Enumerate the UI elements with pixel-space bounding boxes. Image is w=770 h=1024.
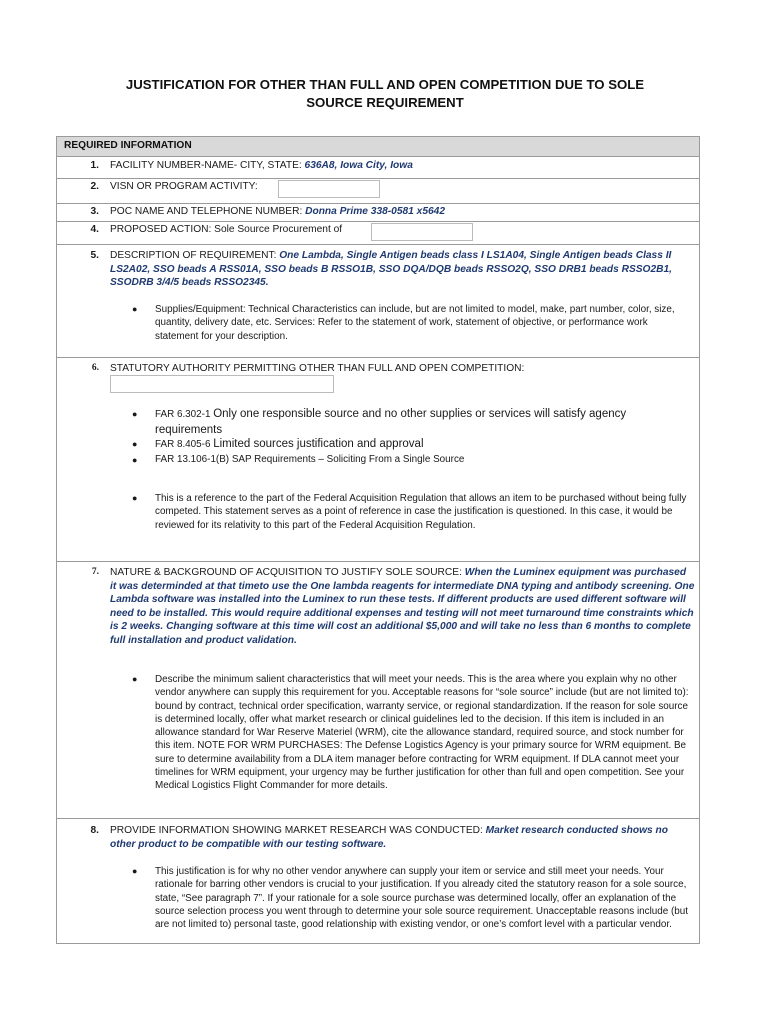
bullet-dot-icon: ● — [132, 493, 138, 503]
row-divider — [57, 818, 699, 819]
authority-code: FAR 13.106-1(B) SAP Requirements – Soliciting From a Single Source — [155, 453, 465, 465]
authority-far-13-106-1 — [132, 453, 692, 467]
nature-guidance — [132, 673, 692, 793]
visn-label: VISN OR PROGRAM ACTIVITY: — [110, 181, 258, 192]
facility-label: FACILITY NUMBER-NAME- CITY, STATE: — [110, 160, 305, 171]
authority-list — [132, 407, 692, 467]
market-research-answer: Market research conducted shows no other product to be compatible with our testing software. — [110, 825, 668, 850]
nature-label: NATURE & BACKGROUND OF ACQUISITION TO JUSTIFY SOLE SOURCE: — [110, 567, 465, 578]
item-number: 5. — [90, 250, 99, 261]
item-text — [110, 205, 695, 219]
authority-text: Limited sources justification and approval — [213, 438, 424, 450]
authority-code: FAR 8.405-6 — [155, 439, 214, 450]
row-divider — [57, 357, 699, 358]
facility-answer: 636A8, Iowa City, Iowa — [304, 160, 413, 171]
authority-code: FAR 6.302-1 — [155, 409, 214, 420]
market-research-label: PROVIDE INFORMATION SHOWING MARKET RESEARCH WAS CONDUCTED: — [110, 825, 486, 836]
title-line-2: SOURCE REQUIREMENT — [306, 95, 464, 110]
table-header — [57, 137, 699, 157]
item-number: 2. — [90, 181, 99, 192]
authority-far-6-302-1 — [132, 407, 692, 437]
list-item — [132, 673, 692, 793]
bullet-dot-icon: ● — [132, 409, 138, 419]
bullet-dot-icon: ● — [132, 304, 138, 314]
item-number: 8. — [90, 825, 99, 836]
description-guidance — [132, 303, 692, 343]
guidance-text: Describe the minimum salient characteristics that will meet your needs. This is the area where you explain why no other vendor anywhere can supply this requirement for you. Acceptable reasons for “sole source” include (but are not limited to): bound by contract, technical order specification, warranty service, or regional standardization. If the reason for sole source is determined locally, offer what market research or clinical guidelines led to the decision. If this item is included in an allowance standard for War Reserve Materiel (WRM), cite the allowance standard, required source, and stock number for this item. NOTE FOR WRM PURCHASES: The Defense Logistics Agency is your primary source for WRM equipment. Be sure to determine availability from a DLA item manager before contracting for WRM equipment. If DLA cannot meet your timelines for WRM equipment, your urgency may be further justification for other than full and open competition. See your Medical Logistics Flight Commander for more details. — [155, 674, 689, 792]
poc-answer: Donna Prime 338-0581 x5642 — [305, 206, 445, 217]
item-text — [110, 159, 695, 173]
required-information-table — [56, 136, 700, 944]
authority-text: Only one responsible source and no other supplies or services will satisfy agency requirements — [155, 408, 627, 436]
row-divider — [57, 561, 699, 562]
item-text — [110, 249, 695, 290]
list-item — [132, 865, 692, 931]
item-number: 3. — [90, 206, 99, 217]
visn-input[interactable] — [278, 180, 380, 198]
list-item — [132, 303, 692, 343]
proposed-action-input[interactable] — [371, 223, 473, 241]
row-divider — [57, 178, 699, 179]
item-text — [110, 566, 695, 647]
bullet-dot-icon: ● — [132, 439, 138, 449]
description-answer: One Lambda, Single Antigen beads class I LS1A04, Single Antigen beads Class II LS2A02, SSO beads A RSS01A, SSO beads B RSSO1B, SSO DQA/DQB beads RSSO2Q, SSO DRB1 beads RSSO2B1, SSODRB 3/4/5 beads RSSO2345. — [110, 250, 672, 288]
page-title — [60, 76, 710, 112]
guidance-text: Supplies/Equipment: Technical Characteristics can include, but are not limited to model, make, part number, color, size, quantity, delivery date, etc. Services: Refer to the statement of work, statement of objective, or performance work statement for your description. — [155, 304, 675, 342]
row-divider — [57, 244, 699, 245]
item-number: 7. — [91, 567, 99, 577]
item-number: 1. — [90, 160, 99, 171]
bullet-dot-icon: ● — [132, 454, 138, 465]
guidance-text: This justification is for why no other vendor anywhere can supply your item or service and still meet your needs. Your rationale for barring other vendors is crucial to your justification. If you already cited the statutory reason for a sole source, state, “See paragraph 7”. If your rationale for a sole source purchase was determined locally, offer an explanation of the source selection process you went through to determine your sole source requirement. Unacceptable reasons include (but are not limited to) personal taste, good relationship with existing vendor, or one’s comfort level with a particular vendor. — [155, 866, 688, 931]
item-number: 4. — [90, 224, 99, 235]
row-divider — [57, 221, 699, 222]
authority-far-8-405-6 — [132, 437, 692, 453]
proposed-action-label: PROPOSED ACTION: Sole Source Procurement of — [110, 224, 343, 235]
bullet-dot-icon: ● — [132, 674, 138, 684]
list-item — [132, 492, 692, 532]
guidance-text: This is a reference to the part of the Federal Acquisition Regulation that allows an item to be purchased without being fully competed. This statement serves as a point of reference in case the justification is questioned. In this case, it would be reviewed for its relativity to this part of the Federal Acquisition Regulation. — [155, 493, 687, 531]
table-header-label: REQUIRED INFORMATION — [64, 140, 192, 151]
row-divider — [57, 203, 699, 204]
description-label: DESCRIPTION OF REQUIREMENT: — [110, 250, 280, 261]
statutory-label: STATUTORY AUTHORITY PERMITTING OTHER THAN FULL AND OPEN COMPETITION: — [110, 363, 525, 374]
market-research-guidance — [132, 865, 692, 931]
nature-answer: When the Luminex equipment was purchased it was determinded at that timeto use the One lambda reagents for intermediate DNA typing and antibody screening. One Lambda software was installed into the Luminex to run these tests. If different products are used different software will need to be installed. This would require additional expenses and testing will not meet turnaround time constraints which is 2 weeks. Changing software at this time will cost an additional $5,000 and will take no less than 6 months to complete full installation and product validation. — [110, 567, 695, 646]
item-text — [110, 824, 695, 851]
statutory-authority-input[interactable] — [110, 375, 334, 393]
title-line-1: JUSTIFICATION FOR OTHER THAN FULL AND OPEN COMPETITION DUE TO SOLE — [125, 77, 645, 92]
poc-label: POC NAME AND TELEPHONE NUMBER: — [110, 206, 306, 217]
statutory-guidance — [132, 492, 692, 532]
bullet-dot-icon: ● — [132, 866, 138, 876]
item-number: 6. — [91, 363, 99, 373]
